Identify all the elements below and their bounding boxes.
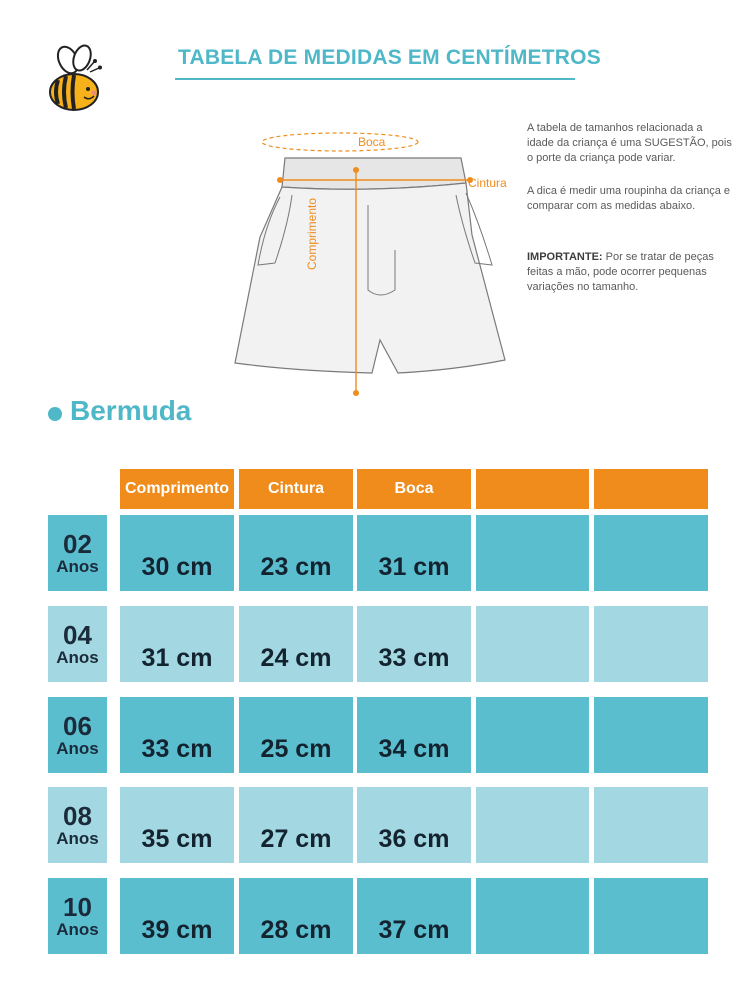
shorts-waistband <box>282 158 466 189</box>
header-boca: Boca <box>357 469 471 509</box>
table-cell <box>594 606 708 682</box>
title-underline <box>175 78 575 80</box>
table-cell: 28 cm <box>239 878 353 954</box>
info-paragraph-2: A dica é medir uma roupinha da criança e comparar com as medidas abaixo. <box>527 185 731 212</box>
table-cell <box>594 787 708 863</box>
age-cell <box>48 606 107 682</box>
age-number: 04 <box>63 619 92 650</box>
table-cell: 33 cm <box>120 697 234 773</box>
table-cell: 33 cm <box>357 606 471 682</box>
table-cell: 37 cm <box>357 878 471 954</box>
age-number: 02 <box>63 528 92 559</box>
label-cintura: Cintura <box>468 176 507 190</box>
age-unit: Anos <box>56 828 99 848</box>
header-comprimento: Comprimento <box>120 469 234 509</box>
label-boca: Boca <box>358 135 386 149</box>
age-unit: Anos <box>56 919 99 939</box>
info-important-text: Por se tratar de peças feitas a mão, pode ocorrer pequenas variações no tamanho. <box>527 251 714 293</box>
age-number: 08 <box>63 800 92 831</box>
table-cell: 31 cm <box>120 606 234 682</box>
age-number: 06 <box>63 710 92 741</box>
header-empty-2 <box>594 469 708 509</box>
age-number: 10 <box>63 891 92 922</box>
table-cell: 39 cm <box>120 878 234 954</box>
shorts-body <box>235 183 505 373</box>
table-cell <box>476 878 589 954</box>
header-empty-1 <box>476 469 589 509</box>
info-important-label: IMPORTANTE: <box>527 251 603 263</box>
table-cell: 36 cm <box>357 787 471 863</box>
info-paragraph-1: A tabela de tamanhos relacionada a idade da criança é uma SUGESTÃO, pois o porte da criança pode variar. <box>527 122 732 164</box>
age-unit: Anos <box>56 647 99 667</box>
table-cell: 31 cm <box>357 515 471 591</box>
age-unit: Anos <box>56 738 99 758</box>
shorts-diagram <box>230 125 520 405</box>
table-cell: 24 cm <box>239 606 353 682</box>
table-cell: 35 cm <box>120 787 234 863</box>
header-cintura: Cintura <box>239 469 353 509</box>
table-cell: 23 cm <box>239 515 353 591</box>
table-cell <box>594 878 708 954</box>
age-unit: Anos <box>56 556 99 576</box>
table-cell: 34 cm <box>357 697 471 773</box>
table-cell: 27 cm <box>239 787 353 863</box>
bee-logo <box>44 42 106 118</box>
bullet-icon <box>48 407 62 421</box>
table-cell: 30 cm <box>120 515 234 591</box>
table-cell <box>476 606 589 682</box>
boca-ellipse <box>262 133 418 151</box>
age-cell <box>48 787 107 863</box>
age-cell <box>48 878 107 954</box>
table-cell <box>594 515 708 591</box>
table-cell <box>594 697 708 773</box>
table-cell <box>476 697 589 773</box>
label-comprimento: Comprimento <box>305 197 319 270</box>
age-cell <box>48 515 107 591</box>
info-paragraph-3 <box>527 250 732 295</box>
age-cell <box>48 697 107 773</box>
table-cell <box>476 515 589 591</box>
section-title: Bermuda <box>70 395 192 426</box>
page-title: TABELA DE MEDIDAS EM CENTÍMETROS <box>178 46 601 69</box>
table-cell: 25 cm <box>239 697 353 773</box>
table-cell <box>476 787 589 863</box>
